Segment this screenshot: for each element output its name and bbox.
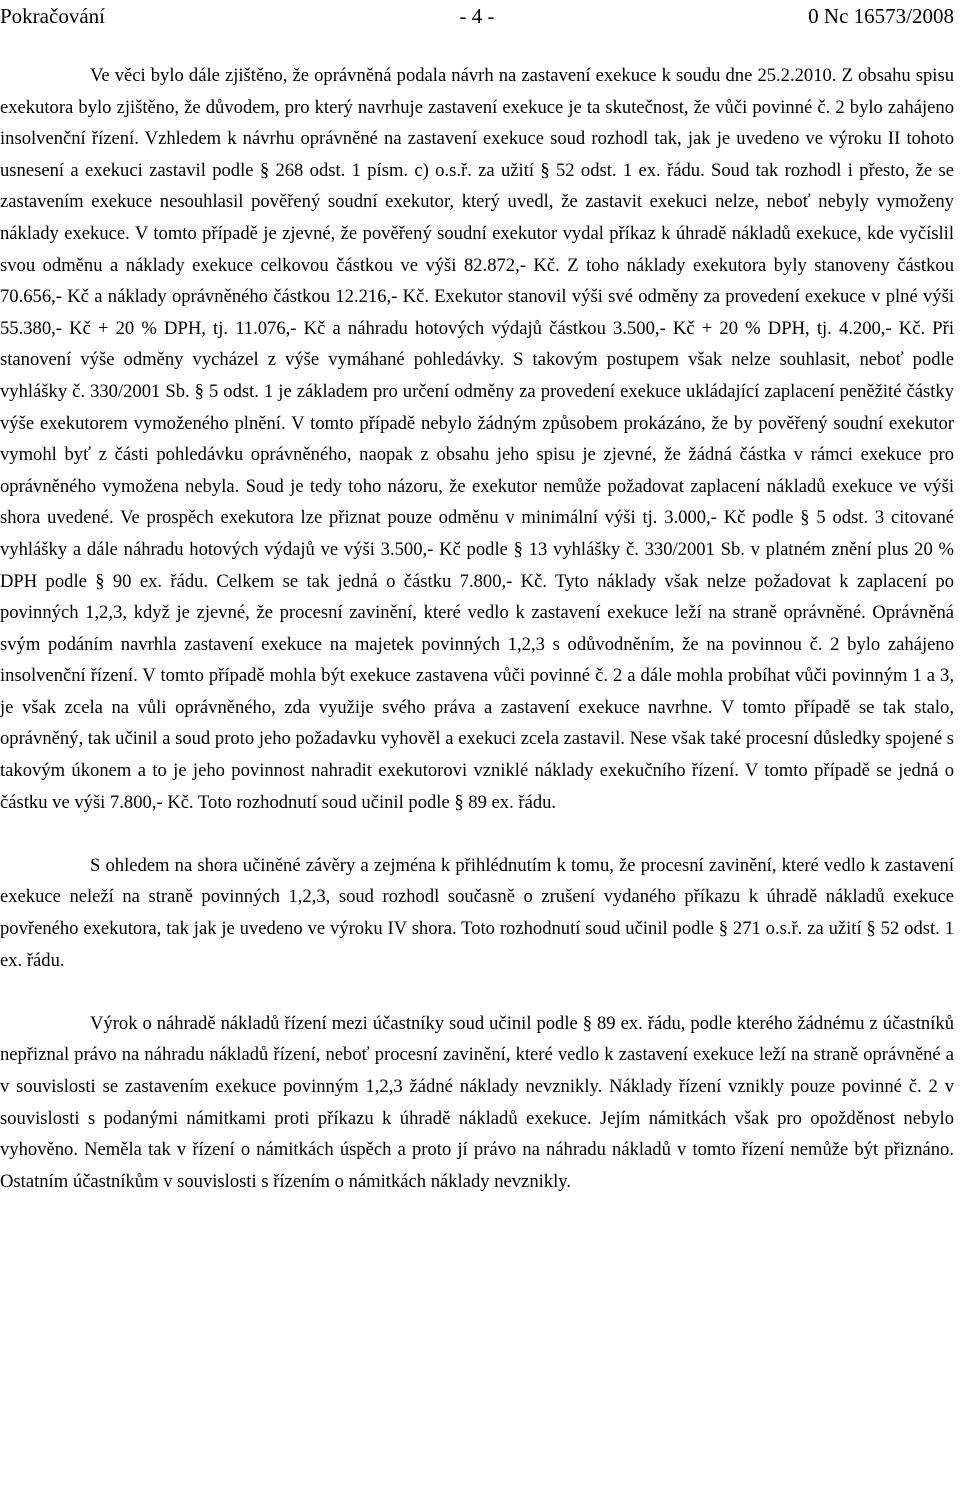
paragraph: S ohledem na shora učiněné závěry a zejména k přihlédnutím k tomu, že procesní zavinění, které vedlo k zastavení exekuce neleží na straně povinných 1,2,3, soud rozhodl současně o zrušení vydaného příkazu k úhradě nákladů exekuce povřeného exekutora, tak jak je uvedeno ve výroku IV shora. Toto rozhodnutí soud učinil podle § 271 o.s.ř. za užití § 52 odst. 1 ex. řádu. bbox=[0, 854, 954, 971]
header-continuation-label: Pokračování bbox=[0, 4, 105, 28]
document-body bbox=[0, 60, 954, 1197]
paragraph: Výrok o náhradě nákladů řízení mezi účastníky soud učinil podle § 89 ex. řádu, podle kterého žádnému z účastníků nepřiznal právo na náhradu nákladů řízení, neboť procesní zavinění, které vedlo k zastavení exekuce leží na straně oprávněné a v souvislosti se zastavením exekuce povinným 1,2,3 žádné náklady nevznikly. Náklady řízení vznikly pouze povinné č. 2 v souvislosti s podanými námitkami proti příkazu k úhradě nákladů exekuce. Jejím námitkách však pro opožděnost nebylo vyhověno. Neměla tak v řízení o námitkách úspěch a proto jí právo na náhradu nákladů v tomto řízení nemůže být přiznáno. Ostatním účastníkům v souvislosti s řízením o námitkách náklady nevznikly. bbox=[0, 1012, 954, 1192]
case-number: 0 Nc 16573/2008 bbox=[808, 4, 954, 28]
paragraph: Ve věci bylo dále zjištěno, že oprávněná podala návrh na zastavení exekuce k soudu dne 25.2.2010. Z obsahu spisu exekutora bylo zjištěno, že důvodem, pro který navrhuje zastavení exekuce je ta skutečnost, že vůči povinné č. 2 bylo zahájeno insolvenční řízení. Vzhledem k návrhu oprávněné na zastavení exekuce soud rozhodl tak, jak je uvedeno ve výroku II tohoto usnesení a exekuci zastavil podle § 268 odst. 1 písm. c) o.s.ř. za užití § 52 odst. 1 ex. řádu. Soud tak rozhodl i přesto, že se zastavením exekuce nesouhlasil pověřený soudní exekutor, který uvedl, že zastavit exekuci nelze, neboť nebyly vymoženy náklady exekuce. V tomto případě je zjevné, že pověřený soudní exekutor vydal příkaz k úhradě nákladů exekuce, kde vyčíslil svou odměnu a náklady exekuce celkovou částkou ve výši 82.872,- Kč. Z toho náklady exekutora byly stanoveny částkou 70.656,- Kč a náklady oprávněného částkou 12.216,- Kč. Exekutor stanovil výši své odměny za provedení exekuce v plné výši 55.380,- Kč + 20 % DPH, tj. 11.076,- Kč a náhradu hotových výdajů částkou 3.500,- Kč + 20 % DPH, tj. 4.200,- Kč. Při stanovení výše odměny vycházel z výše vymáhané pohledávky. S takovým postupem však nelze souhlasit, neboť podle vyhlášky č. 330/2001 Sb. § 5 odst. 1 je základem pro určení odměny za provedení exekuce ukládající zaplacení peněžité částky výše exekutorem vymoženého plnění. V tomto případě nebylo žádným způsobem prokázáno, že by pověřený soudní exekutor vymohl byť z části pohledávku oprávněného, naopak z obsahu jeho spisu je zjevné, že žádná částka v rámci exekuce pro oprávněného vymožena nebyla. Soud je tedy toho názoru, že exekutor nemůže požadovat zaplacení nákladů exekuce ve výši shora uvedené. Ve prospěch exekutora lze přiznat pouze odměnu v minimální výši tj. 3.000,- Kč podle § 5 odst. 3 citované vyhlášky a dále náhradu hotových výdajů ve výši 3.500,- Kč podle § 13 vyhlášky č. 330/2001 Sb. v platném znění plus 20 % DPH podle § 90 ex. řádu. Celkem se tak jedná o částku 7.800,- Kč. Tyto náklady však nelze požadovat k zaplacení po povinných 1,2,3, když je zjevné, že procesní zavinění, které vedlo k zastavení exekuce leží na straně oprávněné. Oprávněná svým podáním navrhla zastavení exekuce na majetek povinných 1,2,3 s odůvodněním, že na povinnou č. 2 bylo zahájeno insolvenční řízení. V tomto případě mohla být exekuce zastavena vůči povinné č. 2 a dále mohla probíhat vůči povinným 1 a 3, je však zcela na vůli oprávněného, zda využije svého práva a zastavení exekuce navrhne. V tomto případě se tak stalo, oprávněný, tak učinil a soud proto jeho požadavku vyhověl a exekuci zcela zastavil. Nese však také procesní důsledky spojené s takovým úkonem a to je jeho povinnost nahradit exekutorovi vzniklé náklady exekučního řízení. V tomto případě se jedná o částku ve výši 7.800,- Kč. Toto rozhodnutí soud učinil podle § 89 ex. řádu. bbox=[0, 65, 954, 813]
page-number: - 4 - bbox=[459, 4, 495, 28]
page-header bbox=[0, 2, 954, 30]
